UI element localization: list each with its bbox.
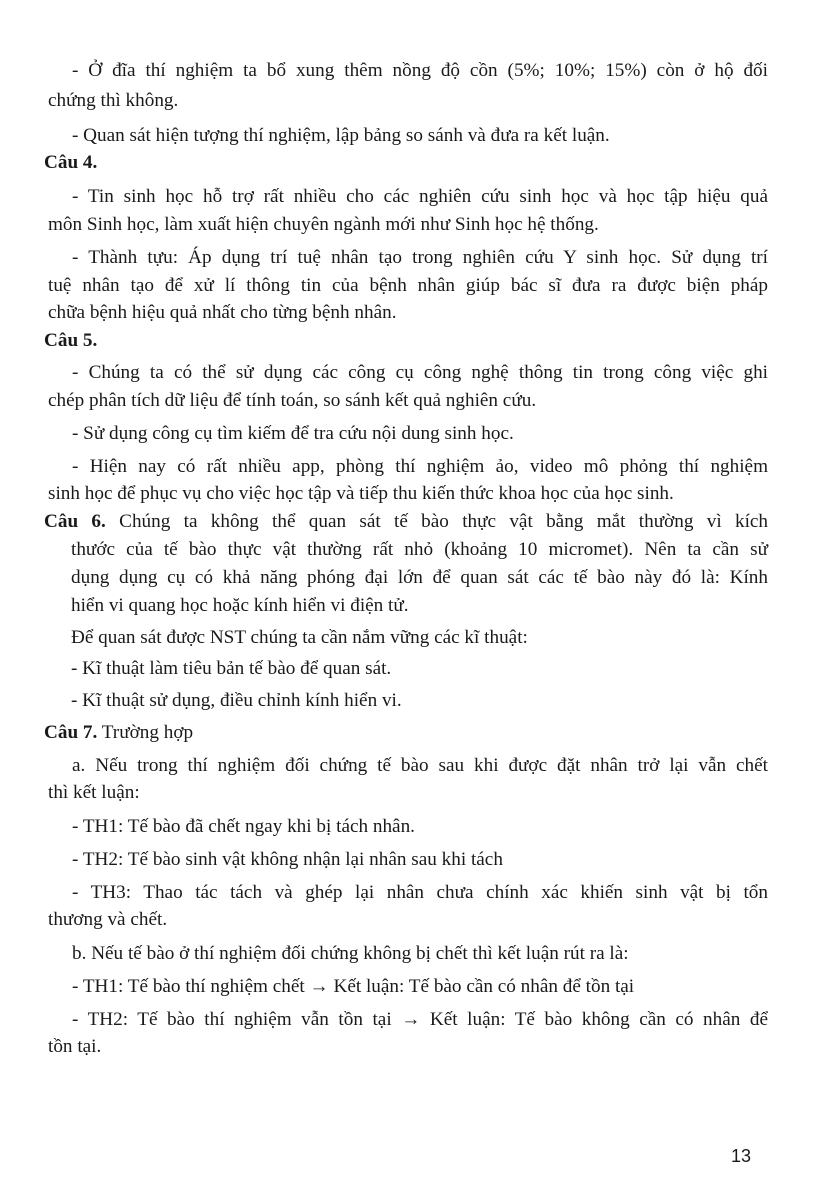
- paragraph-line: a. Nếu trong thí nghiệm đối chứng tế bào sau khi được đặt nhân trở lại vẫn chết: [72, 755, 768, 776]
- question-heading-7: Câu 7.: [44, 722, 98, 743]
- paragraph-line: dụng dụng cụ có khả năng phóng đại lớn để quan sát các tế bào này đó là: Kính: [71, 567, 768, 588]
- paragraph-line: hiển vi quang học hoặc kính hiển vi điện tử.: [71, 595, 409, 616]
- paragraph-line: - TH2: Tế bào thí nghiệm vẫn tồn tại → Kết luận: Tế bào không cần có nhân để: [72, 1009, 768, 1030]
- paragraph-line: - Kĩ thuật sử dụng, điều chỉnh kính hiển vi.: [71, 690, 402, 711]
- paragraph-line: - Ở đĩa thí nghiệm ta bổ xung thêm nồng độ cồn (5%; 10%; 15%) còn ở hộ đối: [72, 60, 768, 81]
- paragraph-line: chép phân tích dữ liệu để tính toán, so sánh kết quả nghiên cứu.: [48, 390, 537, 411]
- paragraph-line: - Sử dụng công cụ tìm kiếm để tra cứu nội dung sinh học.: [72, 423, 514, 444]
- paragraph-line: b. Nếu tế bào ở thí nghiệm đối chứng không bị chết thì kết luận rút ra là:: [72, 943, 629, 964]
- paragraph-line: tuệ nhân tạo để xử lí thông tin của bệnh nhân giúp bác sĩ đưa ra được biện pháp: [48, 275, 768, 296]
- page-number: 13: [731, 1146, 752, 1166]
- question-heading-5: Câu 5.: [44, 330, 98, 351]
- paragraph-line: - TH2: Tế bào sinh vật không nhận lại nhân sau khi tách: [72, 849, 503, 870]
- paragraph-line: - TH1: Tế bào đã chết ngay khi bị tách nhân.: [72, 816, 415, 837]
- paragraph-line: thương và chết.: [48, 909, 168, 930]
- paragraph-line: môn Sinh học, làm xuất hiện chuyên ngành mới như Sinh học hệ thống.: [48, 214, 599, 235]
- paragraph-line: sinh học để phục vụ cho việc học tập và tiếp thu kiến thức khoa học của học sinh.: [48, 483, 674, 504]
- paragraph-line: - Thành tựu: Áp dụng trí tuệ nhân tạo trong nghiên cứu Y sinh học. Sử dụng trí: [72, 247, 768, 268]
- question-heading-4: Câu 4.: [44, 152, 98, 173]
- paragraph-line: - Chúng ta có thể sử dụng các công cụ công nghệ thông tin trong công việc ghi: [72, 362, 768, 383]
- paragraph-line: Câu 7. Trường hợp: [44, 722, 194, 743]
- paragraph-line: thước của tế bào thực vật thường rất nhỏ (khoảng 10 micromet). Nên ta cần sử: [71, 539, 768, 560]
- paragraph-line: - Tin sinh học hỗ trợ rất nhiều cho các nghiên cứu sinh học và học tập hiệu quả: [72, 186, 768, 207]
- paragraph-line: chữa bệnh hiệu quả nhất cho từng bệnh nhân.: [48, 302, 397, 323]
- paragraph-line: - TH1: Tế bào thí nghiệm chết → Kết luận: Tế bào cần có nhân để tồn tại: [72, 976, 635, 997]
- paragraph-line: thì kết luận:: [48, 782, 140, 803]
- paragraph-line: - Kĩ thuật làm tiêu bản tế bào để quan sát.: [71, 658, 392, 679]
- paragraph-line: - Hiện nay có rất nhiều app, phòng thí nghiệm ảo, video mô phỏng thí nghiệm: [72, 456, 768, 477]
- paragraph-line: tồn tại.: [48, 1036, 102, 1057]
- paragraph-line: Câu 6. Chúng ta không thể quan sát tế bào thực vật bằng mắt thường vì kích: [44, 511, 769, 532]
- question-heading-6: Câu 6.: [44, 511, 106, 532]
- paragraph-line: chứng thì không.: [48, 90, 179, 111]
- paragraph-line: Để quan sát được NST chúng ta cần nắm vững các kĩ thuật:: [71, 627, 528, 648]
- paragraph-line: - Quan sát hiện tượng thí nghiệm, lập bảng so sánh và đưa ra kết luận.: [72, 125, 610, 146]
- paragraph-line: - TH3: Thao tác tách và ghép lại nhân chưa chính xác khiến sinh vật bị tổn: [72, 882, 768, 903]
